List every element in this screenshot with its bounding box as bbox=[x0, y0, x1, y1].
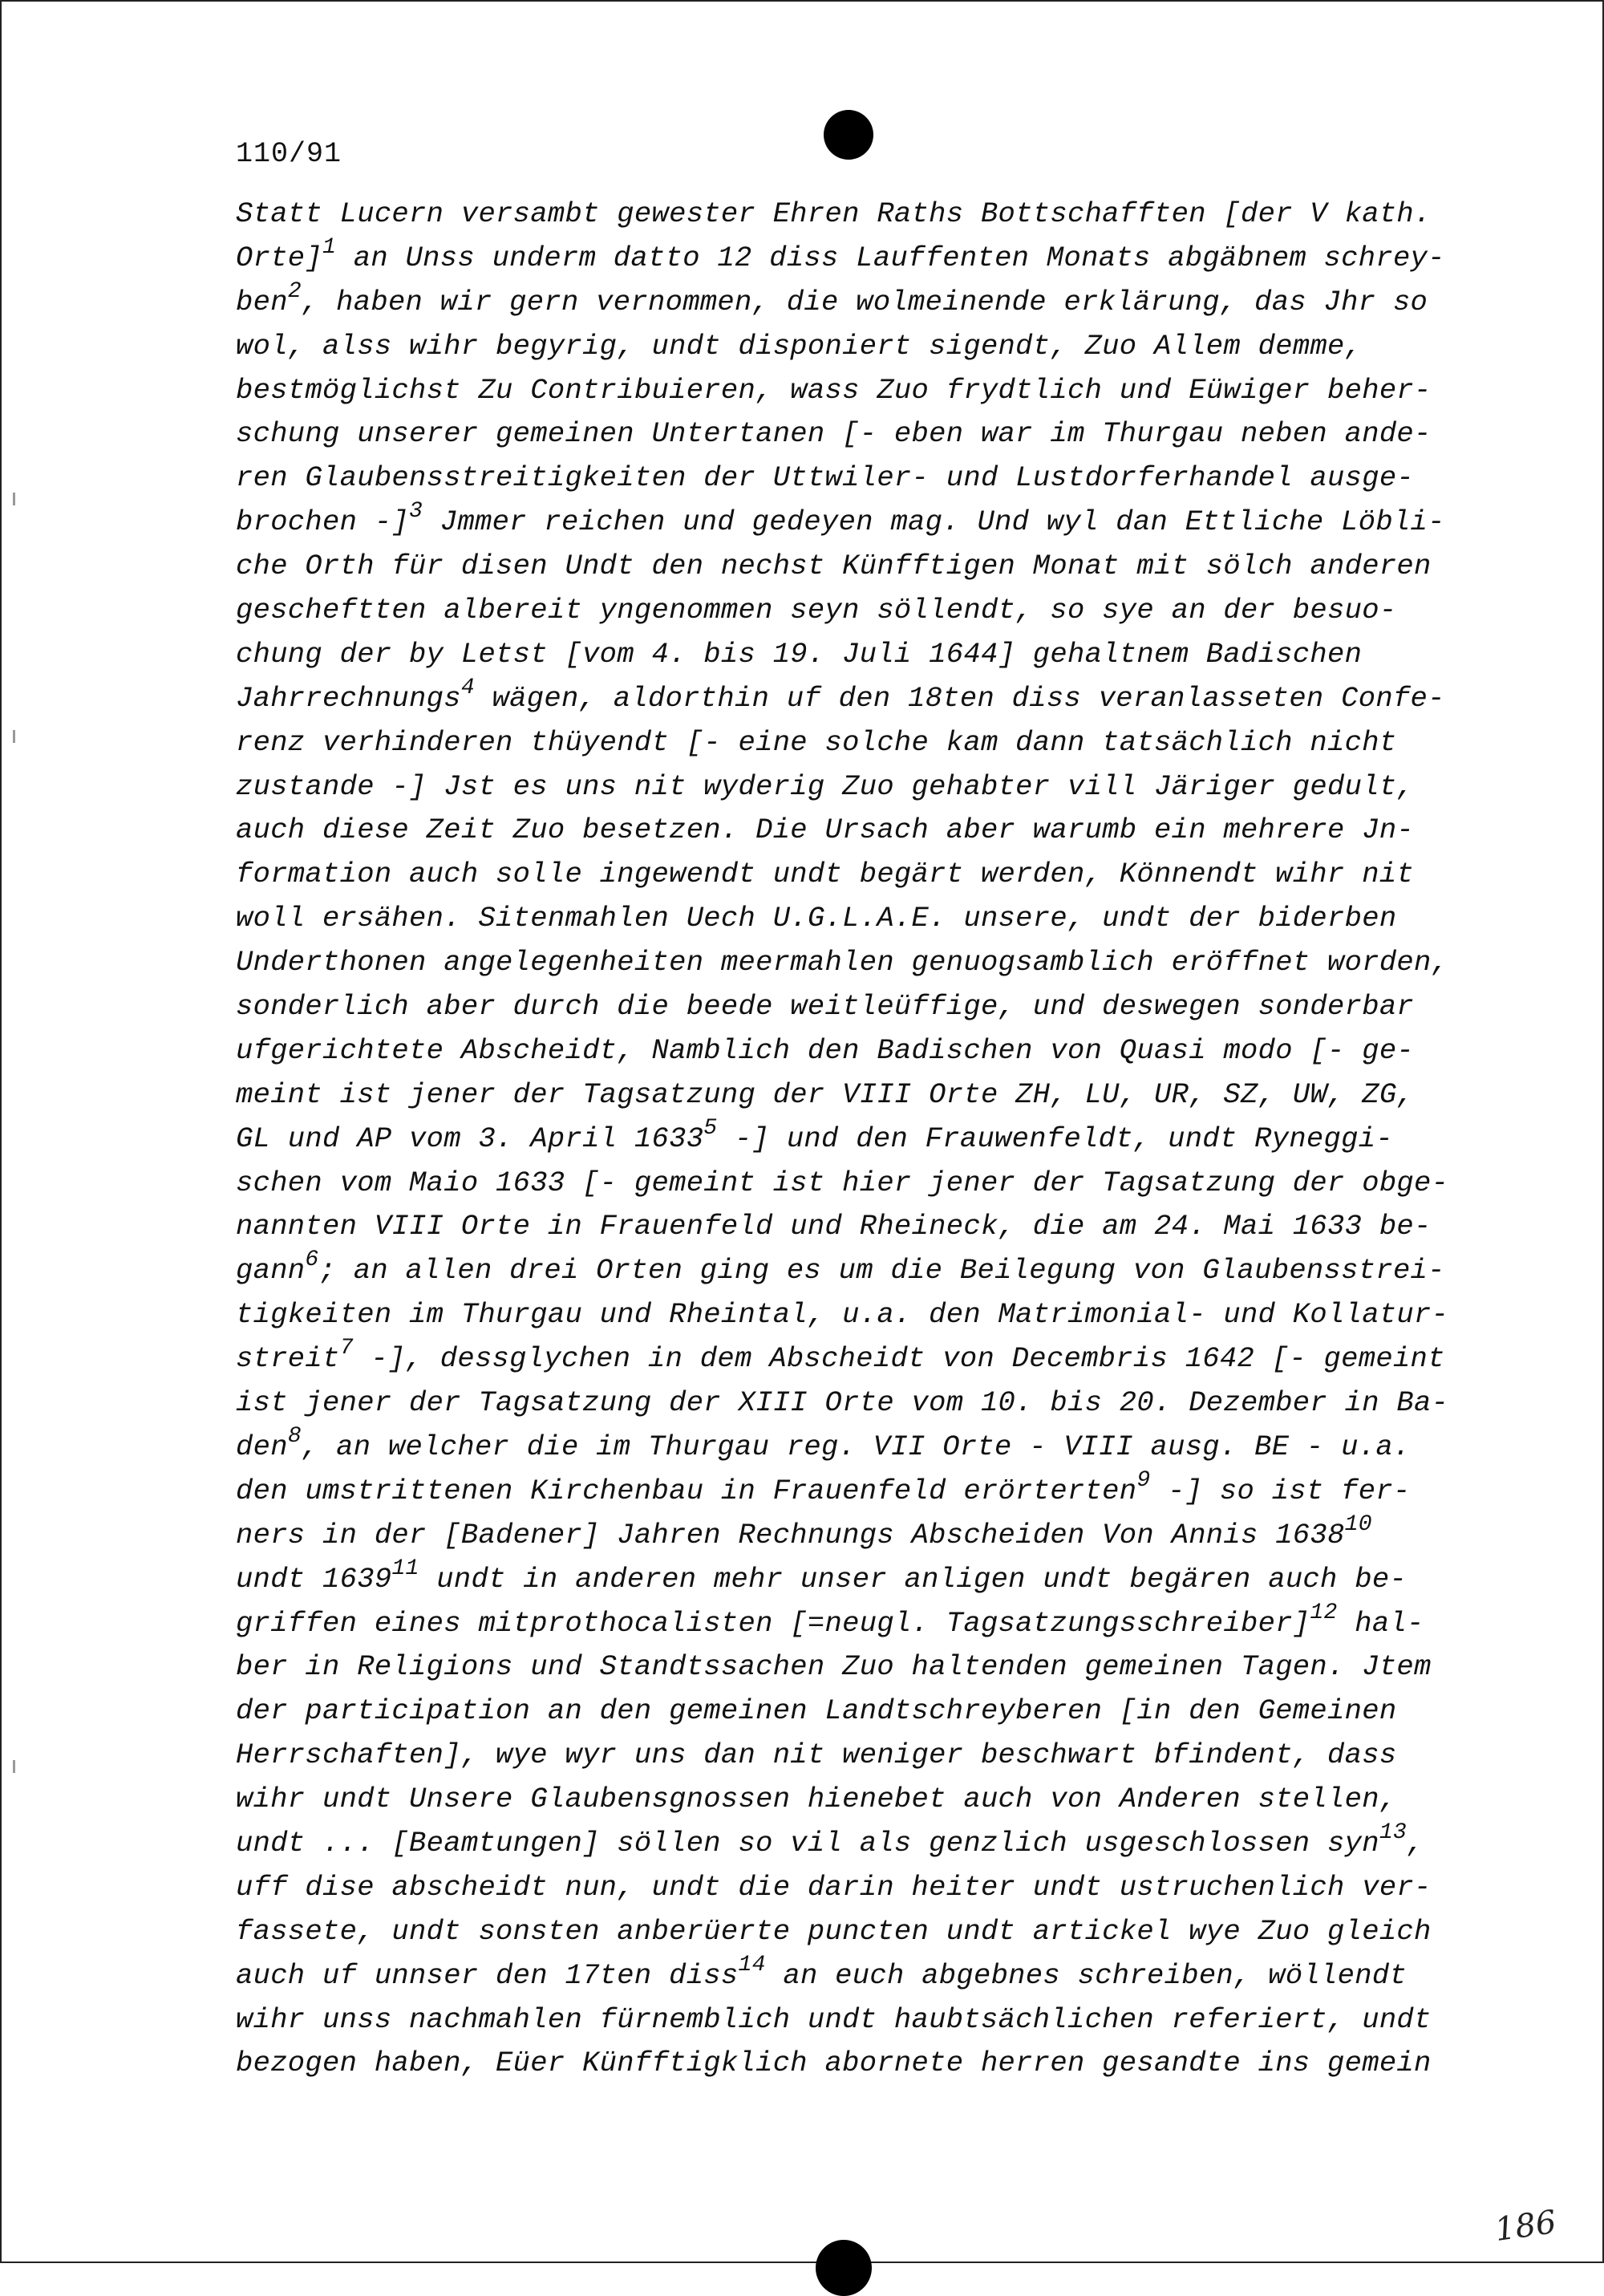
footnote-marker: 4 bbox=[460, 675, 475, 700]
footnote-marker: 8 bbox=[287, 1423, 302, 1449]
text-segment: undt 1639 bbox=[236, 1562, 392, 1596]
text-segment: woll ersähen. Sitenmahlen Uech U.G.L.A.E. unsere, undt der biderben bbox=[236, 902, 1397, 935]
text-segment: ben bbox=[236, 285, 288, 318]
margin-mark bbox=[13, 1760, 15, 1773]
text-line bbox=[236, 1467, 1471, 1514]
text-line bbox=[236, 193, 1471, 237]
footnote-marker: 2 bbox=[287, 278, 302, 304]
text-segment: an Unss underm datto 12 diss Lauffenten Monats abgäbnem schrey- bbox=[336, 241, 1445, 274]
text-segment: , bbox=[1407, 1826, 1424, 1860]
text-line bbox=[236, 589, 1471, 633]
text-line bbox=[236, 501, 1471, 545]
text-line bbox=[236, 234, 1471, 281]
text-segment: Orte] bbox=[236, 241, 323, 274]
text-line bbox=[236, 985, 1471, 1029]
footnote-marker: 13 bbox=[1379, 1819, 1408, 1845]
text-line bbox=[236, 941, 1471, 985]
text-segment: Statt Lucern versambt gewester Ehren Raths Bottschafften [der V kath. bbox=[236, 197, 1432, 230]
text-line bbox=[236, 677, 1471, 721]
footnote-marker: 11 bbox=[391, 1556, 419, 1581]
text-line bbox=[236, 412, 1471, 456]
punch-hole-mark bbox=[816, 2240, 872, 2296]
text-segment: den umstrittenen Kirchenbau in Frauenfeld erörterten bbox=[236, 1474, 1137, 1507]
text-line bbox=[236, 1558, 1471, 1602]
text-line bbox=[236, 1381, 1471, 1426]
text-line bbox=[236, 1998, 1471, 2042]
text-segment: Jmmer reichen und gedeyen mag. Und wyl dan Ettliche Löbli- bbox=[423, 505, 1445, 539]
text-segment: ufgerichtete Abscheidt, Namblich den Badischen von Quasi modo [- ge- bbox=[236, 1033, 1415, 1067]
text-segment: an euch abgebnes schreiben, wöllendt bbox=[765, 1958, 1408, 1992]
text-segment: zustande -] Jst es uns nit wyderig Zuo gehabter vill Järiger gedult, bbox=[236, 769, 1415, 803]
document-body bbox=[236, 193, 1471, 2086]
text-line bbox=[236, 809, 1471, 853]
footnote-marker: 12 bbox=[1310, 1600, 1338, 1625]
text-segment: sonderlich aber durch die beede weitleüffige, und deswegen sonderbar bbox=[236, 990, 1415, 1024]
text-line bbox=[236, 1819, 1471, 1866]
text-segment: wägen, aldorthin uf den 18ten diss veranlasseten Confe- bbox=[474, 681, 1445, 715]
text-line bbox=[236, 897, 1471, 941]
text-segment: schung unserer gemeinen Untertanen [- eben war im Thurgau neben ande- bbox=[236, 417, 1432, 451]
text-segment: chung der by Letst [vom 4. bis 19. Juli 1644] gehaltnem Badischen bbox=[236, 637, 1363, 671]
text-segment: ber in Religions und Standtssachen Zuo haltenden gemeinen Tagen. Jtem bbox=[236, 1650, 1432, 1684]
text-segment: renz verhinderen thüyendt [- eine solche kam dann tatsächlich nicht bbox=[236, 725, 1397, 759]
text-line bbox=[236, 721, 1471, 765]
margin-mark bbox=[13, 493, 15, 505]
text-segment: ners in der [Badener] Jahren Rechnungs Abscheiden Von Annis 1638 bbox=[236, 1518, 1345, 1552]
text-segment: wihr unss nachmahlen fürnemblich undt haubtsächlichen referiert, undt bbox=[236, 2002, 1432, 2036]
text-line bbox=[236, 1249, 1471, 1293]
page-number: 110/91 bbox=[236, 138, 342, 170]
text-segment: -] so ist fer- bbox=[1150, 1474, 1411, 1507]
text-line bbox=[236, 1690, 1471, 1734]
footnote-marker: 7 bbox=[339, 1336, 354, 1361]
text-segment: formation auch solle ingewendt undt begärt werden, Könnendt wihr nit bbox=[236, 858, 1415, 891]
margin-mark bbox=[13, 730, 15, 743]
text-segment: tigkeiten im Thurgau und Rheintal, u.a. den Matrimonial- und Kollatur- bbox=[236, 1298, 1449, 1332]
text-line bbox=[236, 2042, 1471, 2086]
text-line bbox=[236, 1337, 1471, 1381]
text-segment: bezogen haben, Eüer Künfftigklich abornete herren gesandte ins gemein bbox=[236, 2047, 1432, 2080]
text-segment: wol, alss wihr begyrig, undt disponiert sigendt, Zuo Allem demme, bbox=[236, 329, 1363, 363]
footnote-marker: 6 bbox=[305, 1247, 319, 1273]
text-segment: undt ... [Beamtungen] söllen so vil als genzlich usgeschlossen syn bbox=[236, 1826, 1379, 1860]
text-segment: Underthonen angelegenheiten meermahlen genuogsamblich eröffnet worden, bbox=[236, 946, 1449, 980]
text-line bbox=[236, 325, 1471, 369]
text-line bbox=[236, 278, 1471, 325]
footnote-marker: 10 bbox=[1344, 1511, 1372, 1537]
text-segment: bestmöglichst Zu Contribuieren, wass Zuo frydtlich und Eüwiger beher- bbox=[236, 373, 1432, 407]
text-line bbox=[236, 1954, 1471, 1998]
text-segment: undt in anderen mehr unser anligen undt begären auch be- bbox=[419, 1562, 1408, 1596]
text-segment: gann bbox=[236, 1254, 306, 1288]
text-line bbox=[236, 1205, 1471, 1249]
text-segment: gescheftten albereit yngenommen seyn söllendt, so sye an der besuo- bbox=[236, 594, 1397, 627]
text-segment: Jahrrechnungs bbox=[236, 681, 461, 715]
text-line bbox=[236, 456, 1471, 501]
text-segment: -], dessglychen in dem Abscheidt von Decembris 1642 [- gemeint bbox=[353, 1342, 1445, 1376]
text-segment: auch diese Zeit Zuo besetzen. Die Ursach aber warumb ein mehrere Jn- bbox=[236, 813, 1415, 847]
text-segment: ; an allen drei Orten ging es um die Beilegung von Glaubensstrei- bbox=[318, 1254, 1445, 1288]
text-segment: schen vom Maio 1633 [- gemeint ist hier jener der Tagsatzung der obge- bbox=[236, 1166, 1449, 1199]
footnote-marker: 5 bbox=[703, 1115, 718, 1141]
text-segment: streit bbox=[236, 1342, 340, 1376]
text-line bbox=[236, 1293, 1471, 1337]
text-line bbox=[236, 1423, 1471, 1470]
text-segment: uff dise abscheidt nun, undt die darin heiter undt ustruchenlich ver- bbox=[236, 1870, 1432, 1904]
text-segment: auch uf unnser den 17ten diss bbox=[236, 1958, 739, 1992]
text-segment: den bbox=[236, 1430, 288, 1463]
text-segment: che Orth für disen Undt den nechst Künfftigen Monat mit sölch anderen bbox=[236, 550, 1432, 583]
text-line bbox=[236, 1734, 1471, 1778]
text-segment: ren Glaubensstreitigkeiten der Uttwiler- und Lustdorferhandel ausge- bbox=[236, 461, 1415, 495]
text-line bbox=[236, 1645, 1471, 1690]
text-line bbox=[236, 1029, 1471, 1073]
text-segment: -] und den Frauwenfeldt, undt Ryneggi- bbox=[717, 1122, 1393, 1155]
text-segment: griffen eines mitprothocalisten [=neugl. Tagsatzungsschreiber] bbox=[236, 1606, 1310, 1640]
text-segment: der participation an den gemeinen Landtschreyberen [in den Gemeinen bbox=[236, 1694, 1397, 1728]
footnote-marker: 1 bbox=[322, 234, 337, 260]
text-line bbox=[236, 853, 1471, 897]
text-segment: hal- bbox=[1337, 1606, 1424, 1640]
footnote-marker: 3 bbox=[409, 499, 423, 525]
text-segment: fassete, undt sonsten anberüerte puncten undt artickel wye Zuo gleich bbox=[236, 1914, 1432, 1948]
text-segment: nannten VIII Orte in Frauenfeld und Rheineck, die am 24. Mai 1633 be- bbox=[236, 1210, 1432, 1243]
text-segment: wihr undt Unsere Glaubensgnossen hienebet auch von Anderen stellen, bbox=[236, 1783, 1397, 1816]
text-segment: GL und AP vom 3. April 1633 bbox=[236, 1122, 704, 1155]
text-line bbox=[236, 1866, 1471, 1910]
text-line bbox=[236, 1162, 1471, 1206]
text-line bbox=[236, 1910, 1471, 1954]
footnote-marker: 14 bbox=[738, 1952, 766, 1978]
folio-handwritten-number: 186 bbox=[1493, 2203, 1559, 2249]
text-line bbox=[236, 1073, 1471, 1118]
text-line bbox=[236, 633, 1471, 677]
punch-hole-mark bbox=[824, 110, 873, 160]
text-line bbox=[236, 1602, 1471, 1646]
text-line bbox=[236, 1511, 1471, 1558]
text-line bbox=[236, 545, 1471, 589]
text-segment: , an welcher die im Thurgau reg. VII Orte - VIII ausg. BE - u.a. bbox=[301, 1430, 1411, 1463]
text-segment: Herrschaften], wye wyr uns dan nit weniger beschwart bfindent, dass bbox=[236, 1738, 1397, 1772]
text-line bbox=[236, 765, 1471, 809]
text-line bbox=[236, 369, 1471, 413]
footnote-marker: 9 bbox=[1136, 1467, 1151, 1493]
text-segment: brochen -] bbox=[236, 505, 410, 539]
text-line bbox=[236, 1115, 1471, 1162]
text-segment: ist jener der Tagsatzung der XIII Orte vom 10. bis 20. Dezember in Ba- bbox=[236, 1386, 1449, 1420]
text-segment: , haben wir gern vernommen, die wolmeinende erklärung, das Jhr so bbox=[301, 285, 1428, 318]
text-line bbox=[236, 1778, 1471, 1822]
text-segment: meint ist jener der Tagsatzung der VIII Orte ZH, LU, UR, SZ, UW, ZG, bbox=[236, 1077, 1415, 1111]
